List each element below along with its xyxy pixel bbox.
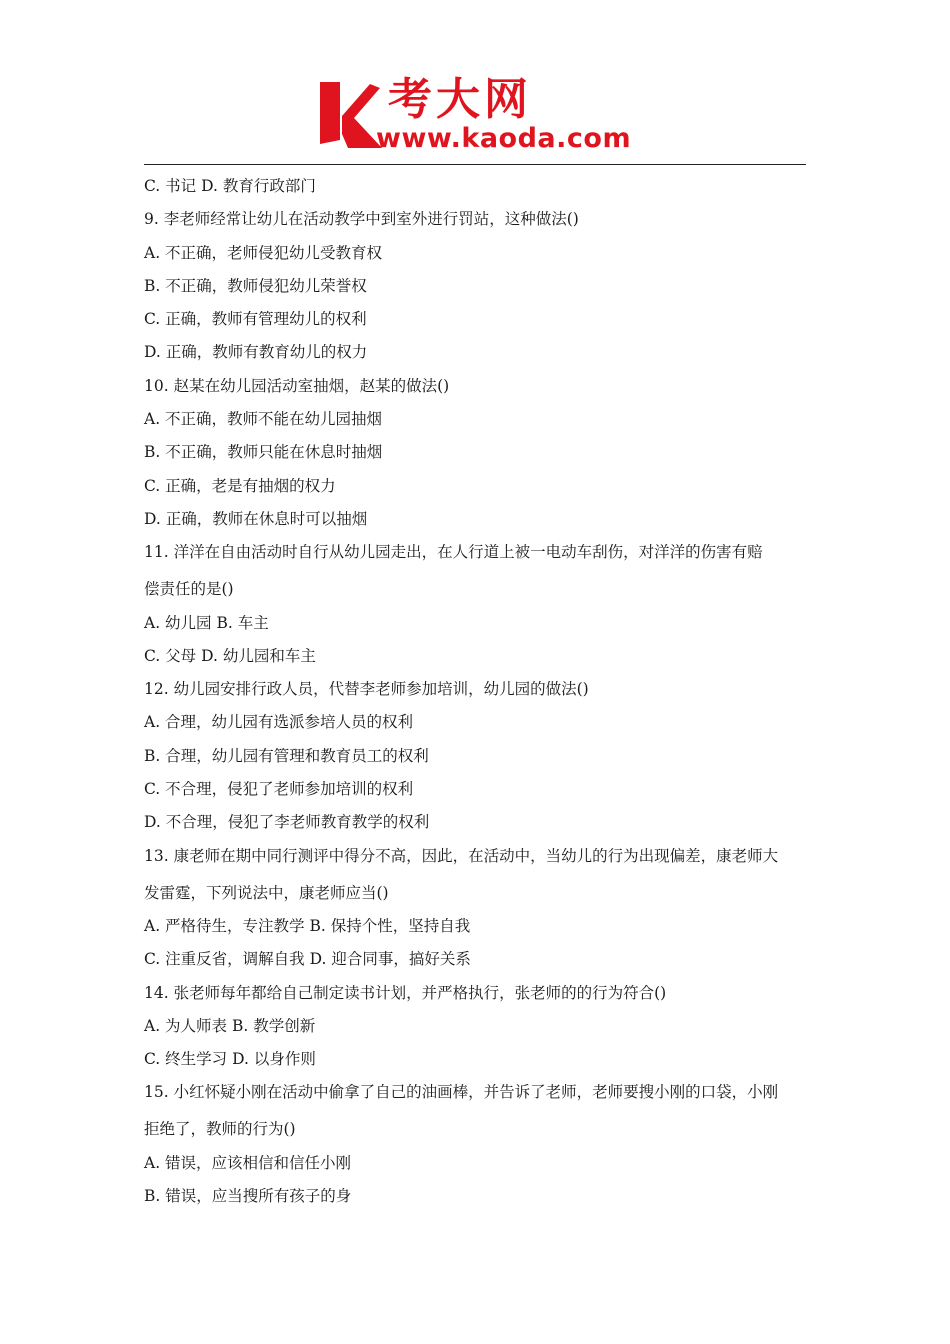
question-9: 9. 李老师经常让幼儿在活动教学中到室外进行罚站，这种做法()	[144, 210, 579, 229]
header-divider	[144, 164, 806, 165]
option-line: C. 终生学习 D. 以身作则	[144, 1050, 316, 1069]
question-10: 10. 赵某在幼儿园活动室抽烟，赵某的做法()	[144, 376, 450, 395]
option-line: C. 注重反省，调解自我 D. 迎合同事，搞好关系	[144, 950, 471, 969]
option-line: A. 为人师表 B. 教学创新	[144, 1016, 316, 1035]
option-line: A. 幼儿园 B. 车主	[144, 613, 269, 632]
option-line: B. 错误，应当搜所有孩子的身	[144, 1187, 352, 1206]
option-line: A. 错误，应该相信和信任小刚	[144, 1153, 352, 1172]
question-15-cont: 拒绝了，教师的行为()	[144, 1120, 296, 1139]
k-logo-icon	[318, 78, 384, 150]
page-header	[0, 0, 950, 168]
logo-url-text: www.kaoda.com	[376, 123, 632, 154]
option-line: D. 正确，教师有教育幼儿的权力	[144, 343, 368, 362]
option-line: B. 不正确，教师侵犯幼儿荣誉权	[144, 276, 367, 295]
option-line: C. 正确，教师有管理幼儿的权利	[144, 310, 367, 329]
option-line: C. 父母 D. 幼儿园和车主	[144, 646, 316, 665]
question-11: 11. 洋洋在自由活动时自行从幼儿园走出，在人行道上被一电动车刮伤，对洋洋的伤害有赔	[144, 543, 763, 562]
question-13-cont: 发雷霆，下列说法中，康老师应当()	[144, 883, 389, 902]
question-14: 14. 张老师每年都给自己制定读书计划，并严格执行，张老师的的行为符合()	[144, 983, 667, 1002]
question-12: 12. 幼儿园安排行政人员，代替李老师参加培训，幼儿园的做法()	[144, 680, 589, 699]
option-line: A. 合理，幼儿园有选派参培人员的权利	[144, 713, 414, 732]
option-line: A. 不正确，老师侵犯幼儿受教育权	[144, 243, 383, 262]
option-line: D. 不合理，侵犯了李老师教育教学的权利	[144, 813, 430, 832]
option-line: A. 严格待生，专注教学 B. 保持个性，坚持自我	[144, 916, 471, 935]
option-line: C. 不合理，侵犯了老师参加培训的权利	[144, 780, 414, 799]
option-line: D. 正确，教师在休息时可以抽烟	[144, 509, 368, 528]
text-line: C. 书记 D. 教育行政部门	[144, 177, 316, 195]
option-line: C. 正确，老是有抽烟的权力	[144, 476, 336, 495]
logo-chinese-text: 考大网	[388, 74, 532, 125]
question-11-cont: 偿责任的是()	[144, 580, 234, 599]
option-line: A. 不正确，教师不能在幼儿园抽烟	[144, 410, 383, 429]
option-line: B. 不正确，教师只能在休息时抽烟	[144, 443, 383, 462]
document-body	[144, 170, 808, 1213]
kaoda-logo	[318, 74, 648, 158]
option-line: B. 合理，幼儿园有管理和教育员工的权利	[144, 746, 429, 765]
question-13: 13. 康老师在期中同行测评中得分不高，因此，在活动中，当幼儿的行为出现偏差，康老师大	[144, 846, 779, 865]
question-15: 15. 小红怀疑小刚在活动中偷拿了自己的油画棒，并告诉了老师，老师要搜小刚的口袋，小刚	[144, 1083, 779, 1102]
